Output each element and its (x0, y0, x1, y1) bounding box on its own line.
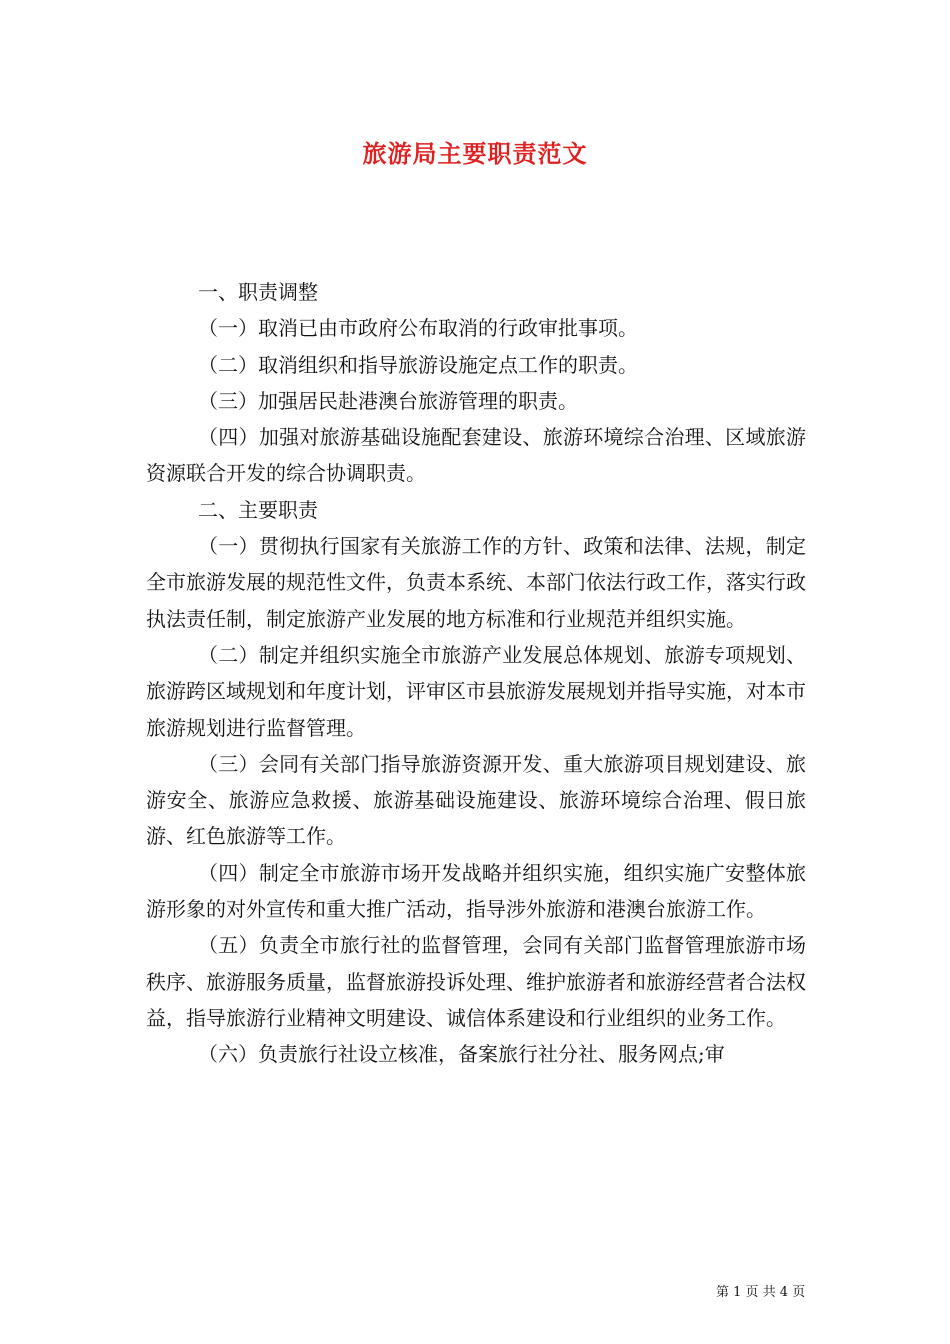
paragraph: （一）取消已由市政府公布取消的行政审批事项。 (198, 316, 638, 341)
document-title: 旅游局主要职责范文 (362, 139, 588, 168)
paragraph: （三）会同有关部门指导旅游资源开发、重大旅游项目规划建设、旅游安全、旅游应急救援、旅游基础设施建设、旅游环境综合治理、假日旅游、红色旅游等工作。 (146, 751, 806, 849)
paragraph: （三）加强居民赴港澳台旅游管理的职责。 (198, 388, 578, 413)
section-heading: 二、主要职责 (198, 497, 318, 522)
paragraph: （二）取消组织和指导旅游设施定点工作的职责。 (198, 352, 638, 377)
paragraph: （四）制定全市旅游市场开发战略并组织实施，组织实施广安整体旅游形象的对外宣传和重大推广活动，指导涉外旅游和港澳台旅游工作。 (146, 860, 806, 922)
paragraph: （六）负责旅行社设立核准，备案旅行社分社、服务网点;审 (198, 1042, 725, 1067)
page-number-footer: 第 1 页 共 4 页 (716, 1285, 806, 1300)
paragraph: （五）负责全市旅行社的监督管理，会同有关部门监督管理旅游市场秩序、旅游服务质量，监督旅游投诉处理、维护旅游者和旅游经营者合法权益，指导旅游行业精神文明建设、诚信体系建设和行业组织的业务工作。 (146, 933, 806, 1030)
paragraph: （一）贯彻执行国家有关旅游工作的方针、政策和法律、法规，制定全市旅游发展的规范性文件，负责本系统、本部门依法行政工作，落实行政执法责任制，制定旅游产业发展的地方标准和行业规范并组织实施。 (146, 534, 806, 631)
document-body (146, 274, 806, 1073)
paragraph: （四）加强对旅游基础设施配套建设、旅游环境综合治理、区域旅游资源联合开发的综合协调职责。 (146, 425, 806, 486)
section-heading: 一、职责调整 (198, 280, 318, 304)
paragraph: （二）制定并组织实施全市旅游产业发展总体规划、旅游专项规划、旅游跨区域规划和年度计划，评审区市县旅游发展规划并指导实施，对本市旅游规划进行监督管理。 (146, 642, 806, 740)
